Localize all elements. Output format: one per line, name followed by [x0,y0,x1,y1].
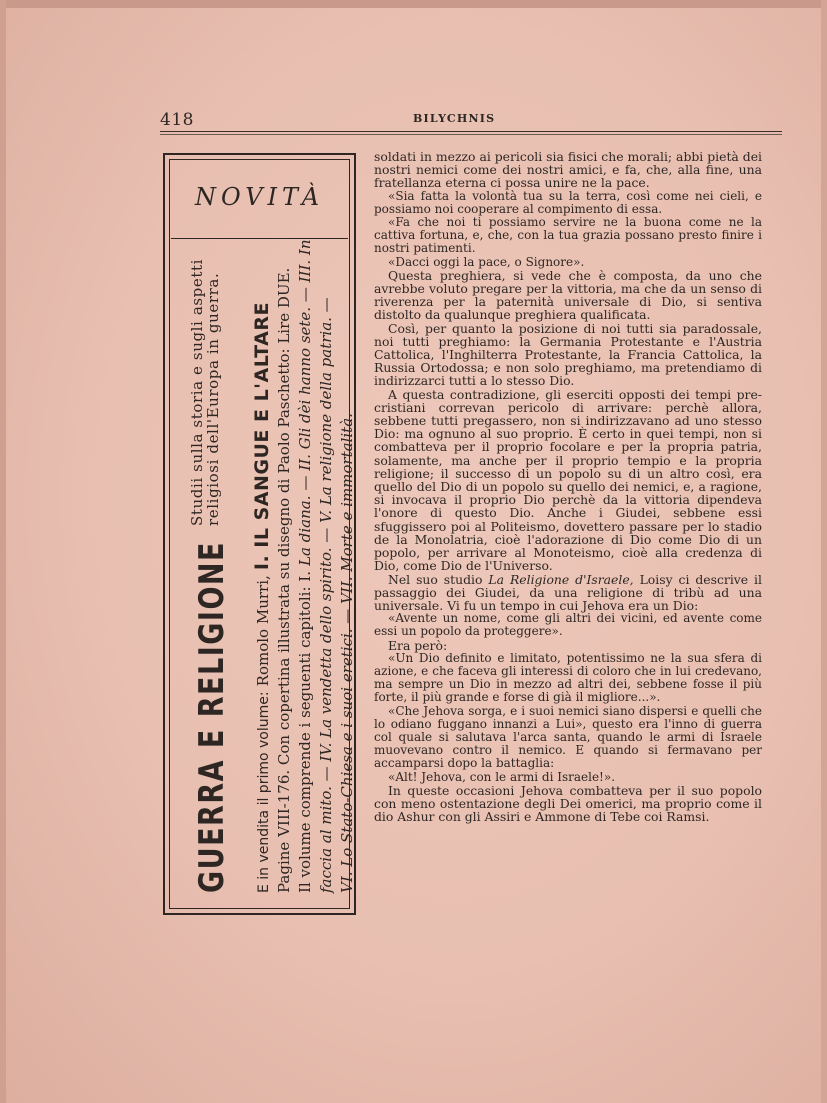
advertisement-box [163,153,356,915]
running-head: BILYCHNIS [413,112,496,125]
quote-paragraph: «Sia fatta la volontà tua su la terra, così come nei cieli, e possiamo noi cooperare al compimento di essa. [374,188,762,216]
ad-pages-line [274,268,293,893]
paragraph: A questa contradizione, gli eserciti opposti dei tempi pre-cristiani correvan pericolo di arrivare: perchè allora, sebbene tutti pregassero, non si indirizzavano ad uno stesso Dio: ma ognuno al suo proprio. È certo in quei tempi, non si combatteva per il proprio focolare e per la propria patria, solamente, ma anche per il proprio tempio e la propria religione; il successo di un popolo su di un altro così, era quello del Dio di un popolo su quello dei nemici, e, a ragione, si invocava il proprio Dio perchè da la vittoria dipendeva l'onore di questo Dio. Anche i Giudei, sebbene essi sfuggissero poi al Politeismo, dovettero passare per lo stadio de la Monolatria, cioè l'adorazione di Dio come Dio di un popolo, per arrivare al Monoteismo, cioè alla credenza di Dio, come Dio de l'Universo. [374,386,762,574]
body-text-column [374,150,762,823]
quote-paragraph: «Dacci oggi la pace, o Signore». [388,254,585,269]
ad-subtitle-line-2: religiosi dell'Europa in guerra. [204,272,222,526]
ad-volume-author: Romolo Murri, [254,575,272,687]
page-number: 418 [160,110,194,130]
quote-paragraph: «Un Dio definito e limitato, potentissimo ne la sua sfera di azione, e che faceva gli interessi di coloro che in lui credevano, ma sempre un Dio in mezzo ad altri dei, sebbene fosse il più forte, il più grande e forse di già il migliore...». [374,650,762,705]
ad-rotated-content [183,239,356,893]
ad-subtitle [189,259,221,526]
ad-title: GUERRA E RELIGIONE [193,541,232,893]
ad-price: : Lire DUE. [275,267,293,354]
book-title: La Religione d'Israele, [488,571,634,587]
paragraph: Era però: [388,637,448,653]
header-rule [160,131,782,132]
quote-paragraph: «Alt! Jehova, con le armi di Israele!». [388,769,616,784]
ad-chapters-line-3 [337,413,356,893]
paragraph-start: Nel suo studio [388,571,483,587]
quote-paragraph: «Avente un nome, come gli altri dei vicini, ed avente come essi un popolo da proteggere». [374,611,762,639]
paragraph: Questa preghiera, si vede che è composta, da uno che avrebbe voluto pregare per la vittoria, ma che da un senso di riverenza per la paternità universale di Dio, si sentiva distolto da qualunque preghiera qualificata. [374,267,762,323]
ad-chapters-line [295,239,314,893]
ad-heading: NOVITÀ [194,183,325,211]
ad-chapters-line-2 [316,297,335,893]
paragraph: Così, per quanto la posizione di noi tutti sia paradossale, noi tutti preghiamo: la Germania Protestante e l'Austria Cattolica, l'Inghilterra Protestante, la Francia Cattolica, la Russia Ortodossa; e non solo preghiamo, ma pretendiamo di indirizzarci tutti a lo stesso Dio. [374,320,762,389]
quote-paragraph: «Che Jehova sorga, e i suoi nemici siano dispersi e quelli che lo odiano fuggano innanzi a Lui», questo era l'inno di guerra col quale si salutava l'arca santa, quando le armi di Israele muovevano contro il nemico. E quando si fermavano per accamparsi dopo la battaglia: [374,703,762,771]
header-rule-secondary [160,134,782,135]
ad-pages-text: Pagine VIII-176. Con copertina illustrata su disegno di [275,478,293,893]
page-edge-right [821,0,827,1103]
page-edge-top [0,0,827,8]
ad-chapter-1: La diana. [296,495,314,566]
page-edge-left [0,0,6,1103]
quote-paragraph: «Fa che noi ti possiamo servire ne la buona come ne la cattiva fortuna, e, che, con la tua grazia possano presto finire i nostri patimenti. [374,215,762,256]
ad-subtitle-line-1: Studii sulla storia e sugli aspetti [188,258,206,526]
ad-divider [171,238,348,239]
ad-illustrator: Paolo Paschetto [275,353,293,474]
paragraph-end: Loisy ci descrive il passaggio dei Giudei, da una religione di tribù ad una universale. Vi fu un tempo in cui Jehova era un Dio: [374,571,762,613]
ad-chapters-6-7: VI. Lo Stato-Chiesa e i suoi eretici. — VII. Morte e immortalità. [338,413,356,893]
ad-chapter-2-3: — II. Gli dèi hanno sete. — III. In [296,239,314,491]
ad-volume-line [251,302,273,893]
ad-volume-title: I. IL SANGUE E L'ALTARE [251,302,273,571]
ad-chapters-3-5: faccia al mito. — IV. La vendetta dello spirito. — V. La religione della patria. — [317,297,335,893]
paragraph: In queste occasioni Jehova combatteva per il suo popolo con meno ostentazione degli Dei omerici, ma proprio come il dio Ashur con gli Assiri e Ammone di Tebe coi Ramsi. [374,782,762,825]
ad-title-row [188,258,232,893]
ad-chapters-intro: Il volume comprende i seguenti capitoli: I. [296,571,314,893]
paragraph: soldati in mezzo ai pericoli sia fisici che morali; abbi pietà dei nostri nemici come dei nostri amici, e fa, che, alla fine, una fratellanza eterna ci possa unire ne la pace. [374,149,762,191]
paragraph [374,573,762,613]
ad-volume-prefix: E in vendita il primo volume: [256,691,272,893]
